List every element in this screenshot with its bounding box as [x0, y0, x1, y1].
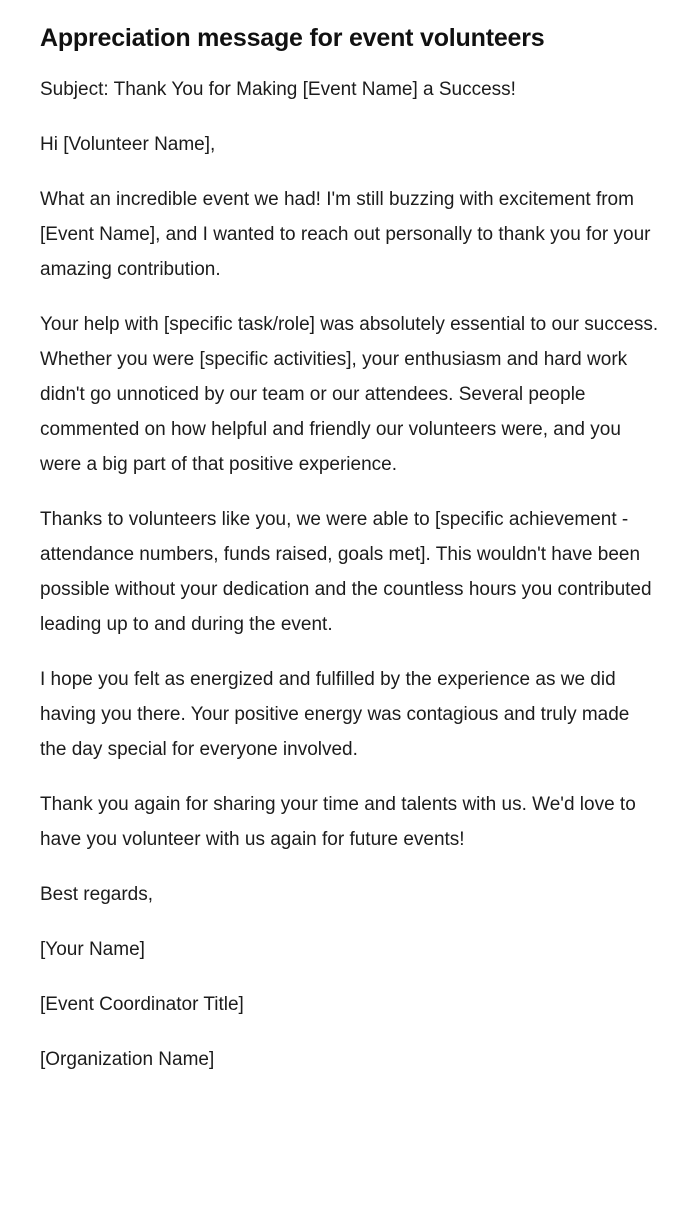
signoff-your-name: [Your Name] [40, 939, 145, 960]
page-title: Appreciation message for event volunteers [40, 24, 545, 52]
paragraph-subject-line: Subject: Thank You for Making [Event Name] a Success! [40, 79, 516, 100]
paragraph-achievement: Thanks to volunteers like you, we were able to [specific achievement - attendance numbers, funds raised, goals met]. This wouldn't have been possible without your dedication and the countless hours you contributed leading up to and during the event. [40, 509, 652, 635]
paragraph-contribution: Your help with [specific task/role] was absolutely essential to our success. Whether you were [specific activities], your enthusiasm and hard work didn't go unnoticed by our team or our attendees. Several people commented on how helpful and friendly our volunteers were, and you were a big part of that positive experience. [40, 314, 659, 475]
paragraph-event-opening: What an incredible event we had! I'm still buzzing with excitement from [Event Name], and I wanted to reach out personally to thank you for your amazing contribution. [40, 189, 651, 280]
signoff-best-regards: Best regards, [40, 884, 153, 905]
signoff-organization-name: [Organization Name] [40, 1049, 215, 1070]
paragraph-closing-thanks: Thank you again for sharing your time and talents with us. We'd love to have you volunteer with us again for future events! [40, 794, 636, 850]
signoff-coordinator-title: [Event Coordinator Title] [40, 994, 244, 1015]
paragraph-experience: I hope you felt as energized and fulfilled by the experience as we did having you there. Your positive energy was contagious and truly made the day special for everyone involved. [40, 669, 630, 760]
paragraph-greeting: Hi [Volunteer Name], [40, 134, 216, 155]
